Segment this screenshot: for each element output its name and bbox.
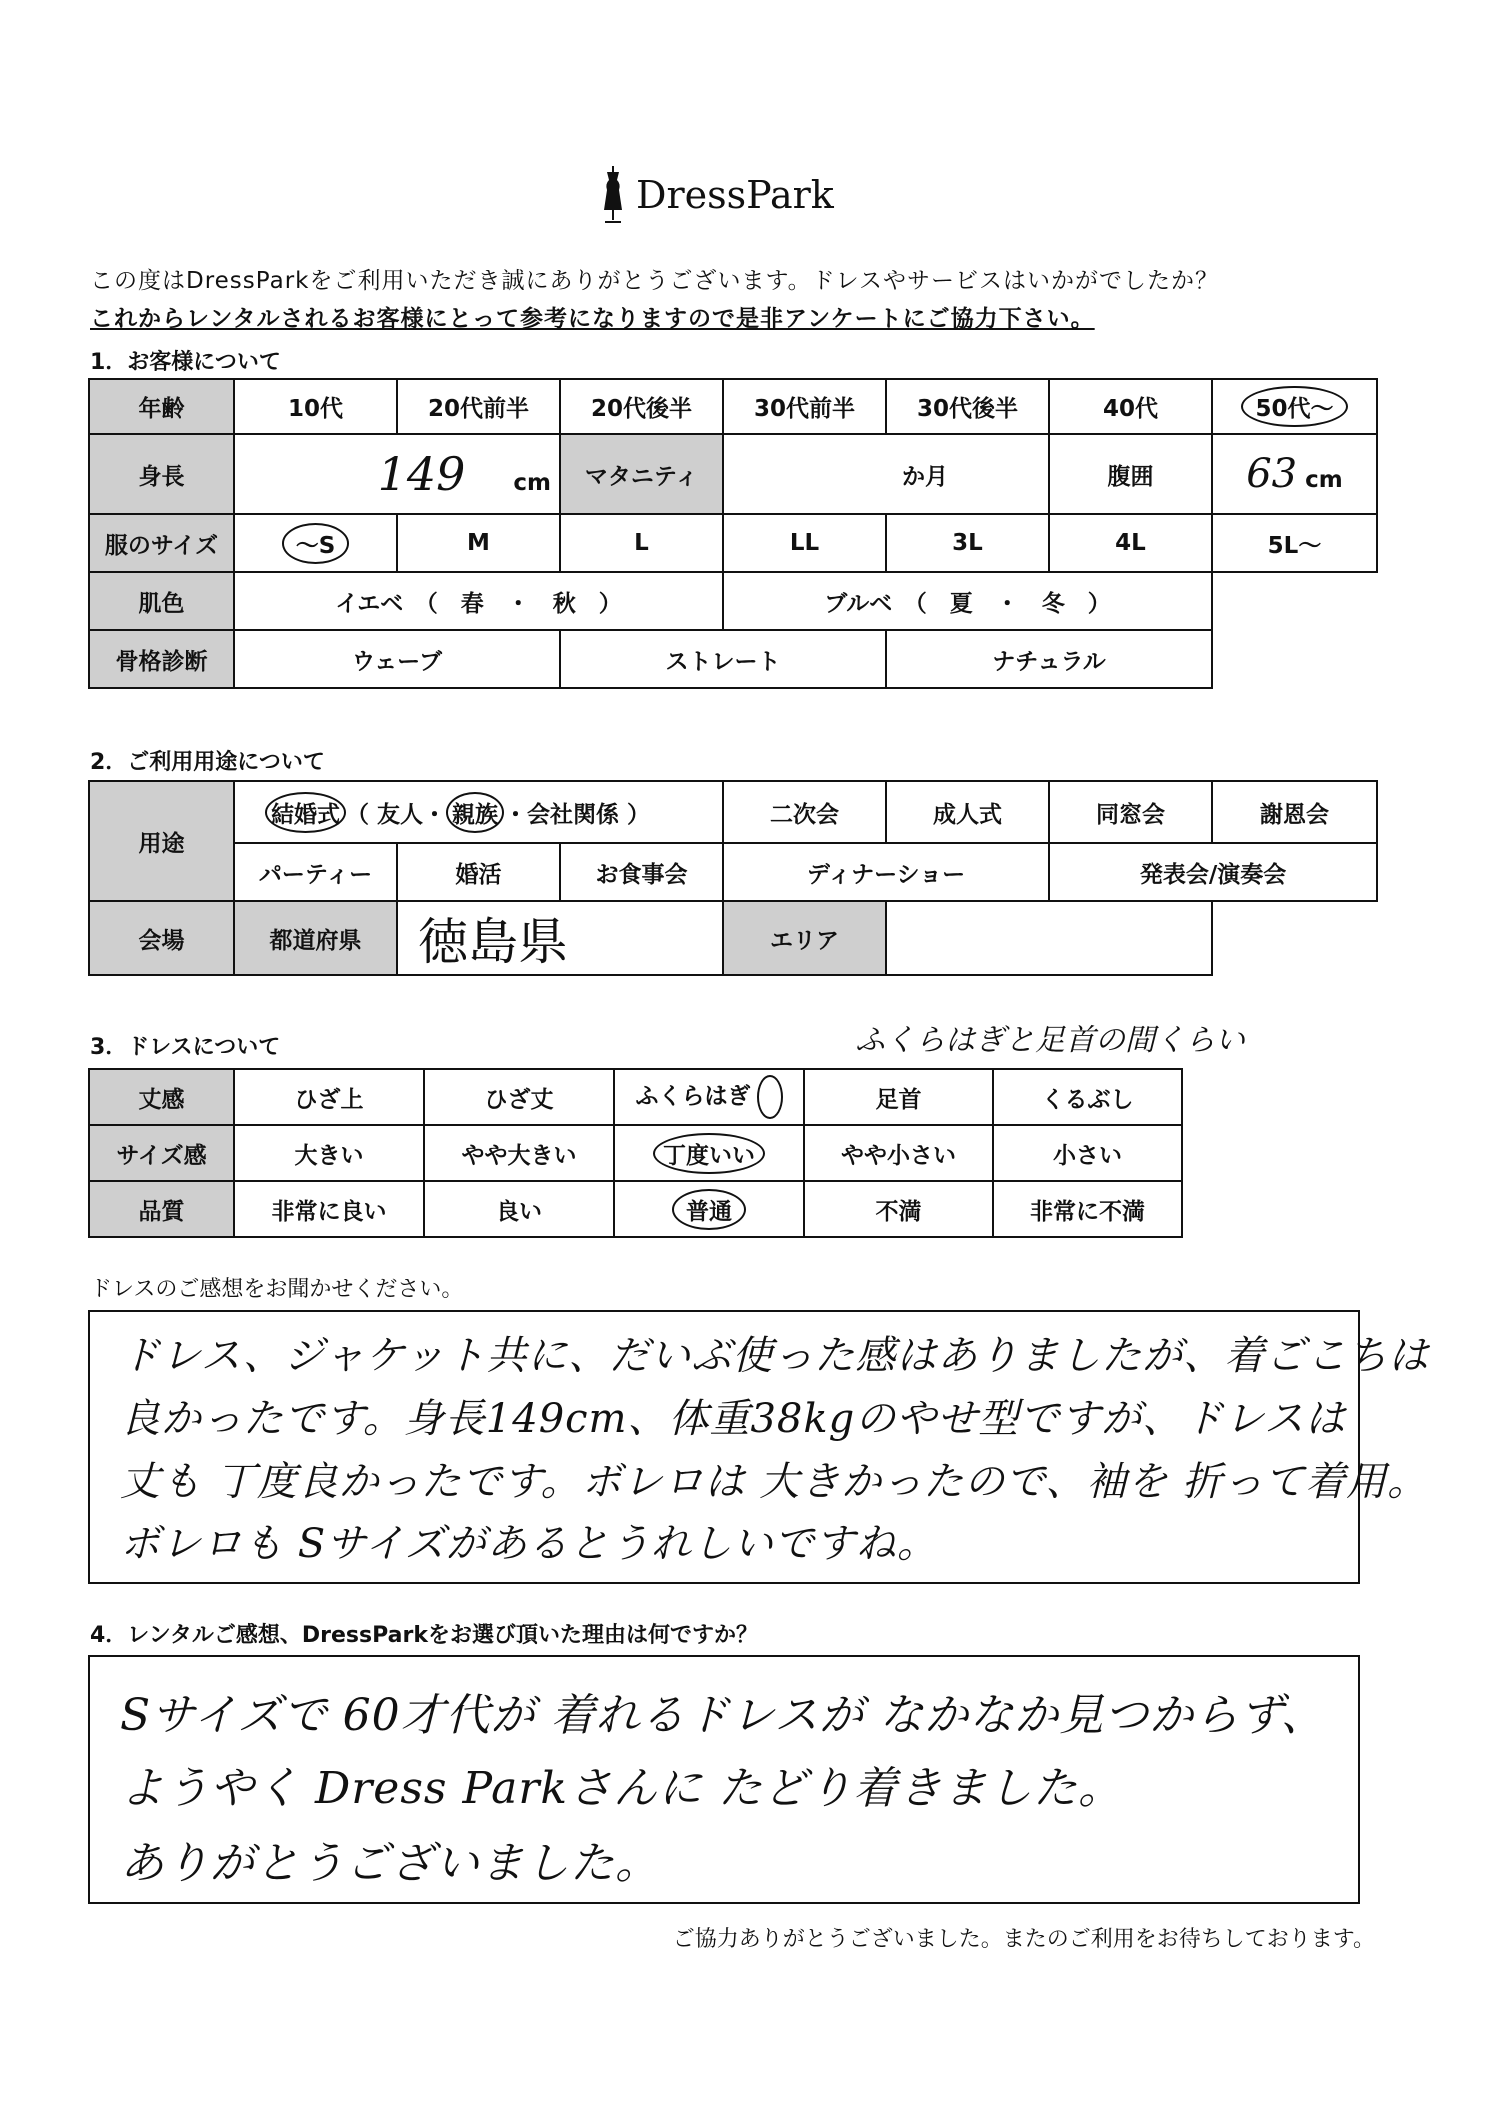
size-label: 服のサイズ bbox=[89, 514, 234, 572]
height-unit: cm bbox=[513, 470, 551, 496]
reason-box[interactable] bbox=[88, 1655, 1360, 1904]
frame-option[interactable]: ストレート bbox=[560, 630, 886, 688]
age-option[interactable]: 20代前半 bbox=[397, 379, 560, 434]
skin-blue[interactable]: ブルベ （ 夏 ・ 冬 ） bbox=[723, 572, 1212, 630]
fit-label: サイズ感 bbox=[89, 1125, 234, 1181]
comment-line: ドレス、ジャケット共に、だいぶ使った感はありましたが、着ごこちは bbox=[120, 1333, 1430, 1379]
size-option[interactable]: 3L bbox=[886, 514, 1049, 572]
dress-form-icon bbox=[600, 166, 626, 224]
frame-label: 骨格診断 bbox=[89, 630, 234, 688]
size-option[interactable]: M bbox=[397, 514, 560, 572]
reason-line: Sサイズで 60才代が 着れるドレスが なかなか見つからず、 bbox=[120, 1690, 1326, 1741]
wedding-circle: 結婚式 bbox=[265, 792, 346, 833]
fit-option-selected[interactable] bbox=[614, 1125, 804, 1181]
size-option-selected[interactable] bbox=[234, 514, 397, 572]
waist-unit: cm bbox=[1305, 467, 1343, 493]
waist-label: 腹囲 bbox=[1049, 434, 1212, 514]
length-option[interactable] bbox=[614, 1069, 804, 1125]
section2-title: 2．ご利用用途について bbox=[90, 750, 325, 775]
length-handwritten-note: ふくらはぎと足首の間くらい bbox=[855, 1023, 1245, 1058]
purpose-option[interactable]: 謝恩会 bbox=[1212, 781, 1377, 843]
wedding-open: （ 友人・ bbox=[346, 801, 447, 828]
fit-option[interactable]: 小さい bbox=[993, 1125, 1182, 1181]
age-option-selected[interactable] bbox=[1212, 379, 1377, 434]
blank-cell bbox=[1212, 630, 1377, 688]
footer-thanks: ご協力ありがとうございました。またのご利用をお待ちしております。 bbox=[672, 1927, 1375, 1952]
size-option[interactable]: LL bbox=[723, 514, 886, 572]
comment-line: 良かったです。身長149cm、体重38kgのやせ型ですが、ドレスは bbox=[120, 1396, 1347, 1442]
blank-cell bbox=[1212, 901, 1377, 975]
reason-line: ようやく Dress Parkさんに たどり着きました。 bbox=[120, 1763, 1124, 1814]
age-option[interactable]: 10代 bbox=[234, 379, 397, 434]
length-option[interactable]: 足首 bbox=[804, 1069, 993, 1125]
pref-value: 徳島県 bbox=[418, 913, 568, 971]
pref-cell[interactable] bbox=[397, 901, 723, 975]
quality-option[interactable]: 非常に良い bbox=[234, 1181, 424, 1237]
skin-yellow[interactable]: イエベ （ 春 ・ 秋 ） bbox=[234, 572, 723, 630]
age-option[interactable]: 20代後半 bbox=[560, 379, 723, 434]
customer-table bbox=[88, 378, 1378, 689]
size-option[interactable]: L bbox=[560, 514, 723, 572]
skin-label: 肌色 bbox=[89, 572, 234, 630]
intro-request: これからレンタルされるお客様にとって参考になりますので是非アンケートにご協力下さい。 bbox=[90, 306, 1095, 332]
comment-line: ボレロも Sサイズがあるとうれしいですね。 bbox=[120, 1521, 938, 1567]
length-option[interactable]: ひざ丈 bbox=[424, 1069, 614, 1125]
section3-title: 3．ドレスについて bbox=[90, 1035, 281, 1060]
between-mark bbox=[757, 1075, 783, 1119]
quality-label: 品質 bbox=[89, 1181, 234, 1237]
purpose-option[interactable]: 婚活 bbox=[397, 843, 560, 901]
age-option[interactable]: 40代 bbox=[1049, 379, 1212, 434]
height-value: 149 bbox=[377, 447, 466, 501]
purpose-option[interactable]: お食事会 bbox=[560, 843, 723, 901]
fit-option[interactable]: やや小さい bbox=[804, 1125, 993, 1181]
wedding-option[interactable] bbox=[234, 781, 723, 843]
family-circle: 親族 bbox=[446, 792, 504, 833]
venue-label: 会場 bbox=[89, 901, 234, 975]
area-label: エリア bbox=[723, 901, 886, 975]
reason-line: ありがとうございました。 bbox=[120, 1838, 660, 1889]
purpose-option[interactable]: 同窓会 bbox=[1049, 781, 1212, 843]
maternity-month-unit: か月 bbox=[723, 434, 1049, 514]
quality-option[interactable]: 良い bbox=[424, 1181, 614, 1237]
purpose-option[interactable]: 成人式 bbox=[886, 781, 1049, 843]
age-label: 年齢 bbox=[89, 379, 234, 434]
fit-selected-circle: 丁度いい bbox=[653, 1133, 765, 1174]
section1-title: 1．お客様について bbox=[90, 350, 281, 375]
age-selected-circle: 50代～ bbox=[1241, 386, 1347, 427]
section4-title: 4．レンタルご感想、DressParkをお選び頂いた理由は何ですか？ bbox=[90, 1623, 758, 1648]
dress-comment-box[interactable] bbox=[88, 1310, 1430, 1584]
age-option[interactable]: 30代後半 bbox=[886, 379, 1049, 434]
quality-option[interactable]: 不満 bbox=[804, 1181, 993, 1237]
wedding-close: ・会社関係 ） bbox=[504, 801, 651, 828]
age-option[interactable]: 30代前半 bbox=[723, 379, 886, 434]
height-label: 身長 bbox=[89, 434, 234, 514]
length-option[interactable]: ひざ上 bbox=[234, 1069, 424, 1125]
purpose-label: 用途 bbox=[89, 781, 234, 901]
quality-option-selected[interactable] bbox=[614, 1181, 804, 1237]
pref-label: 都道府県 bbox=[234, 901, 397, 975]
size-option[interactable]: 5L～ bbox=[1212, 514, 1377, 572]
purpose-option[interactable]: 発表会/演奏会 bbox=[1049, 843, 1377, 901]
frame-option[interactable]: ナチュラル bbox=[886, 630, 1212, 688]
area-value[interactable] bbox=[886, 901, 1212, 975]
fit-option[interactable]: やや大きい bbox=[424, 1125, 614, 1181]
blank-cell bbox=[1212, 572, 1377, 630]
logo-text: DressPark bbox=[636, 173, 834, 217]
maternity-label: マタニティ bbox=[560, 434, 723, 514]
length-label: 丈感 bbox=[89, 1069, 234, 1125]
length-option[interactable]: くるぶし bbox=[993, 1069, 1182, 1125]
waist-cell[interactable] bbox=[1212, 434, 1377, 514]
frame-option[interactable]: ウェーブ bbox=[234, 630, 560, 688]
size-option[interactable]: 4L bbox=[1049, 514, 1212, 572]
purpose-option[interactable]: パーティー bbox=[234, 843, 397, 901]
intro-text: この度はDressParkをご利用いただき誠にありがとうございます。ドレスやサービスはいかがでしたか？ bbox=[90, 268, 1219, 294]
size-selected-circle: ～S bbox=[282, 523, 350, 564]
comment-prompt: ドレスのご感想をお聞かせください。 bbox=[90, 1277, 464, 1302]
dress-table bbox=[88, 1068, 1183, 1238]
purpose-table bbox=[88, 780, 1378, 976]
purpose-option[interactable]: ディナーショー bbox=[723, 843, 1049, 901]
length-option-text: ふくらはぎ bbox=[635, 1083, 751, 1110]
height-cell[interactable] bbox=[234, 434, 560, 514]
purpose-option[interactable]: 二次会 bbox=[723, 781, 886, 843]
fit-option[interactable]: 大きい bbox=[234, 1125, 424, 1181]
comment-line: 丈も 丁度良かったです。ボレロは 大きかったので、袖を 折って着用。 bbox=[120, 1459, 1429, 1505]
logo bbox=[600, 165, 834, 225]
quality-option[interactable]: 非常に不満 bbox=[993, 1181, 1182, 1237]
waist-value: 63 bbox=[1246, 451, 1298, 497]
quality-selected-circle: 普通 bbox=[672, 1189, 746, 1230]
